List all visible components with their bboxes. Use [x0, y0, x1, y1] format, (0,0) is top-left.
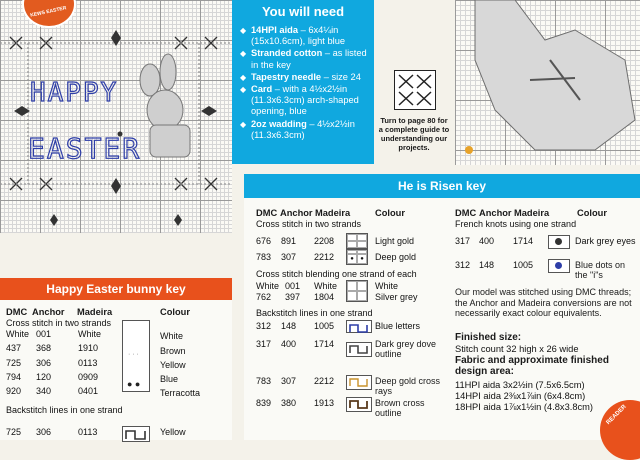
col-colour-header: Colour: [375, 208, 405, 218]
blue-letters-swatch: [346, 320, 372, 333]
fabric-line: 11HPI aida 3x2½in (7.5x6.5cm): [455, 380, 585, 390]
supply-item: ◆ Stranded cotton – as listed in the key: [240, 48, 368, 70]
key-colour: Yellow: [160, 360, 186, 370]
yellow-swatch-pattern: · · ·: [128, 351, 139, 358]
you-will-need-title: You will need: [261, 4, 345, 19]
key-anchor: 400: [281, 339, 297, 349]
corner-badge-text: KEWS EASTER: [29, 5, 67, 19]
key-dmc: White: [6, 329, 30, 339]
section-label: French knots using one strand: [455, 219, 577, 229]
key-anchor: 001: [285, 281, 301, 291]
bunny-key-title: Happy Easter bunny key: [0, 278, 232, 300]
key-madeira: 1714: [314, 339, 335, 349]
key-madeira: 1714: [513, 236, 534, 246]
key-colour: Silver grey: [375, 292, 418, 302]
he-is-risen-chart: [455, 0, 640, 165]
deep-gold-rays-swatch: [346, 375, 372, 390]
section-label: Cross stitch in two strands: [256, 219, 362, 229]
happy-easter-chart: [0, 0, 232, 233]
key-dmc: 317: [256, 339, 272, 349]
dark-grey-swatch: [346, 342, 372, 357]
col-dmc-header: DMC: [455, 208, 477, 218]
col-anchor-header: Anchor: [479, 208, 512, 218]
col-dmc-header: DMC: [256, 208, 278, 218]
section-label: Cross stitch blending one strand of each: [256, 269, 417, 279]
key-anchor: 120: [36, 372, 52, 382]
key-anchor: 397: [285, 292, 301, 302]
key-dmc: 794: [6, 372, 22, 382]
col-madeira-header: Madeira: [77, 307, 113, 317]
supply-item: ◆ 14HPI aida – 6x4¼in (15x10.6cm), light blue: [240, 25, 368, 47]
cross-stitch-icon: [395, 71, 435, 109]
key-dmc: 725: [6, 358, 22, 368]
key-madeira: 0113: [78, 358, 98, 368]
key-anchor: 400: [479, 236, 495, 246]
deep-gold-swatch: ● ●: [346, 249, 368, 265]
fabric-label: Fabric and approximate finished design area:: [455, 355, 609, 377]
bunny-key: [0, 278, 232, 440]
key-madeira: 0909: [78, 372, 99, 382]
fabric-line: 18HPI aida 1⅞x1½in (4.8x3.8cm): [455, 402, 593, 412]
key-colour: Deep gold cross rays: [375, 376, 441, 396]
key-madeira: White: [78, 329, 102, 339]
key-madeira: 1005: [513, 260, 534, 270]
key-dmc: 725: [6, 427, 22, 437]
key-madeira: 1913: [314, 398, 335, 408]
finished-size-label: Finished size:: [455, 332, 522, 343]
col-colour-header: Colour: [160, 307, 190, 317]
key-madeira: 0401: [78, 386, 99, 396]
terracotta-swatch-dots: ● ●: [127, 379, 141, 389]
col-madeira-header: Madeira: [514, 208, 550, 218]
key-madeira: 0113: [78, 427, 98, 437]
blue-knot-swatch: [548, 259, 570, 273]
key-anchor: 891: [281, 236, 297, 246]
col-madeira-header: Madeira: [315, 208, 351, 218]
he-is-risen-key-title: He is Risen key: [244, 174, 640, 198]
key-colour: White: [375, 281, 399, 291]
key-colour: Blue dots on the "i"s: [575, 260, 626, 280]
key-dmc: 437: [6, 343, 22, 353]
col-colour-header: Colour: [577, 208, 607, 218]
reader-badge-text: READER: [605, 403, 628, 427]
guide-note: Turn to page 80 for a complete guide to understanding our projects.: [378, 116, 450, 152]
key-dmc: 839: [256, 398, 272, 408]
chart-easter-text: EASTER: [28, 132, 142, 165]
key-madeira: White: [314, 281, 338, 291]
key-colour: Light gold: [375, 236, 415, 246]
key-madeira: 2212: [314, 252, 335, 262]
supply-item: ◆ Card – with a 4½x2½in (11.3x6.3cm) arch-shaped opening, blue: [240, 84, 368, 118]
border-motifs: [0, 0, 232, 233]
section-label: Cross stitch in two strands: [6, 318, 112, 328]
key-dmc: 783: [256, 376, 272, 386]
stitch-count: Stitch count 32 high x 26 wide: [455, 344, 579, 354]
key-colour: White: [160, 331, 184, 341]
key-anchor: 380: [281, 398, 297, 408]
you-will-need-box: [232, 0, 374, 164]
key-dmc: 312: [256, 321, 272, 331]
key-colour: Dark grey dove outline: [375, 339, 437, 359]
key-anchor: 001: [36, 329, 52, 339]
key-madeira: 2212: [314, 376, 335, 386]
key-madeira: 1804: [314, 292, 335, 302]
key-colour: Blue: [160, 374, 179, 384]
key-colour: Dark grey eyes: [575, 236, 636, 246]
chart-happy-text: HAPPY: [30, 78, 119, 108]
model-note: Our model was stitched using DMC threads; the Anchor and Madeira conversions are not necessarily exact colour equivalents.: [455, 287, 632, 318]
key-colour: Blue letters: [375, 321, 421, 331]
supplies-list: [232, 19, 374, 141]
key-dmc: 783: [256, 252, 272, 262]
key-dmc: 312: [455, 260, 471, 270]
fabric-line: 14HPI aida 2⅜x1⅞in (6x4.8cm): [455, 391, 586, 401]
key-colour: Brown: [160, 346, 186, 356]
key-madeira: 1005: [314, 321, 335, 331]
key-colour: Deep gold: [375, 252, 417, 262]
dark-grey-knot-swatch: [548, 235, 570, 249]
col-anchor-header: Anchor: [280, 208, 313, 218]
light-gold-swatch: [346, 233, 368, 249]
key-madeira: 1910: [78, 343, 99, 353]
key-colour: Terracotta: [160, 388, 201, 398]
key-dmc: 762: [256, 292, 272, 302]
col-anchor-header: Anchor: [32, 307, 65, 317]
key-dmc: 920: [6, 386, 22, 396]
section-label: Backstitch lines in one strand: [256, 308, 373, 318]
supply-item: ◆ 2oz wadding – 4½x2½in (11.3x6.3cm): [240, 119, 368, 141]
key-colour: Yellow: [160, 427, 186, 437]
brown-swatch: [346, 397, 372, 412]
key-anchor: 148: [479, 260, 495, 270]
key-madeira: 2208: [314, 236, 335, 246]
key-dmc: White: [256, 281, 280, 291]
dove-cross-figure: [455, 0, 640, 165]
key-anchor: 307: [281, 376, 297, 386]
section-label: Backstitch lines in one strand: [6, 405, 123, 415]
bunny-figure: [140, 54, 190, 157]
key-anchor: 368: [36, 343, 52, 353]
supply-item: ◆ Tapestry needle – size 24: [240, 72, 368, 83]
key-anchor: 340: [36, 386, 52, 396]
key-dmc: 317: [455, 236, 471, 246]
col-dmc-header: DMC: [6, 307, 28, 317]
key-dmc: 676: [256, 236, 272, 246]
key-anchor: 306: [36, 427, 52, 437]
key-anchor: 148: [281, 321, 297, 331]
guide-icon: [394, 70, 436, 110]
key-colour: Brown cross outline: [375, 398, 425, 418]
key-anchor: 307: [281, 252, 297, 262]
key-anchor: 306: [36, 358, 52, 368]
white-swatch: [346, 280, 368, 302]
